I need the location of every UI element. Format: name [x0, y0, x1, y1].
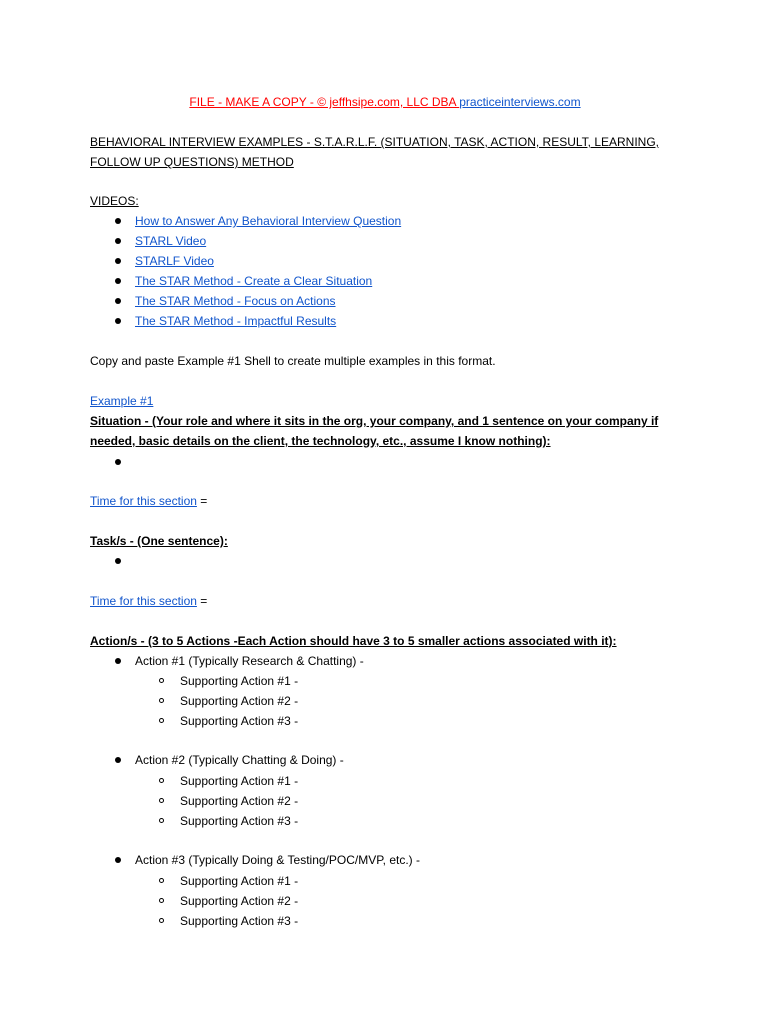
- video-link-2[interactable]: STARL Video: [135, 234, 207, 248]
- action-item-2: Action #2 (Typically Chatting & Doing) -: [135, 753, 344, 767]
- circle-bullet-icon: [159, 698, 164, 703]
- document-heading-line1: BEHAVIORAL INTERVIEW EXAMPLES - S.T.A.R.L.F. (SITUATION, TASK, ACTION, RESULT, LEARNING,: [90, 135, 660, 149]
- circle-bullet-icon: [159, 778, 164, 783]
- situation-label-line2: needed, basic details on the client, the technology, etc., assume I know nothing):: [90, 434, 551, 448]
- bullet-icon: [115, 558, 121, 564]
- supporting-action: Supporting Action #1 -: [180, 774, 299, 788]
- circle-bullet-icon: [159, 918, 164, 923]
- bullet-icon: [115, 238, 121, 244]
- copy-notice: [90, 94, 680, 110]
- video-link-6[interactable]: The STAR Method - Impactful Results: [135, 314, 337, 328]
- action-label: Action/s - (3 to 5 Actions -Each Action should have 3 to 5 smaller actions associated with it):: [90, 634, 617, 648]
- task-label: Task/s - (One sentence):: [90, 534, 228, 548]
- bullet-icon: [115, 218, 121, 224]
- instruction-text: Copy and paste Example #1 Shell to create multiple examples in this format.: [90, 354, 496, 368]
- practiceinterviews-link[interactable]: practiceinterviews.com: [459, 95, 581, 109]
- time-equals: =: [196, 594, 208, 608]
- bullet-icon: [115, 258, 121, 264]
- supporting-action: Supporting Action #3 -: [180, 814, 299, 828]
- circle-bullet-icon: [159, 798, 164, 803]
- supporting-action: Supporting Action #2 -: [180, 894, 299, 908]
- bullet-icon: [115, 278, 121, 284]
- time-for-section-link[interactable]: Time for this section: [90, 494, 197, 508]
- example-title-link[interactable]: Example #1: [90, 394, 154, 408]
- circle-bullet-icon: [159, 718, 164, 723]
- bullet-icon: [115, 857, 121, 863]
- video-link-5[interactable]: The STAR Method - Focus on Actions: [135, 294, 336, 308]
- task-time-row: [90, 593, 207, 609]
- copy-notice-text: FILE - MAKE A COPY - © jeffhsipe.com, LLC DBA: [189, 95, 460, 109]
- time-for-section-link[interactable]: Time for this section: [90, 594, 197, 608]
- bullet-icon: [115, 459, 121, 465]
- supporting-action: Supporting Action #2 -: [180, 694, 299, 708]
- situation-label-line1: Situation - (Your role and where it sits in the org, your company, and 1 sentence on your company if: [90, 414, 659, 428]
- circle-bullet-icon: [159, 678, 164, 683]
- videos-label: VIDEOS:: [90, 194, 139, 208]
- video-link-3[interactable]: STARLF Video: [135, 254, 214, 268]
- video-link-1[interactable]: How to Answer Any Behavioral Interview Question: [135, 214, 402, 228]
- time-equals: =: [196, 494, 208, 508]
- action-item-3: Action #3 (Typically Doing & Testing/POC/MVP, etc.) -: [135, 853, 421, 867]
- supporting-action: Supporting Action #3 -: [180, 914, 299, 928]
- circle-bullet-icon: [159, 878, 164, 883]
- supporting-action: Supporting Action #3 -: [180, 714, 299, 728]
- situation-time-row: [90, 493, 207, 509]
- action-item-1: Action #1 (Typically Research & Chatting) -: [135, 654, 364, 668]
- circle-bullet-icon: [159, 818, 164, 823]
- bullet-icon: [115, 757, 121, 763]
- supporting-action: Supporting Action #1 -: [180, 874, 299, 888]
- supporting-action: Supporting Action #2 -: [180, 794, 299, 808]
- video-link-4[interactable]: The STAR Method - Create a Clear Situation: [135, 274, 373, 288]
- bullet-icon: [115, 318, 121, 324]
- document-heading-line2: FOLLOW UP QUESTIONS) METHOD: [90, 155, 294, 169]
- circle-bullet-icon: [159, 898, 164, 903]
- bullet-icon: [115, 298, 121, 304]
- bullet-icon: [115, 658, 121, 664]
- supporting-action: Supporting Action #1 -: [180, 674, 299, 688]
